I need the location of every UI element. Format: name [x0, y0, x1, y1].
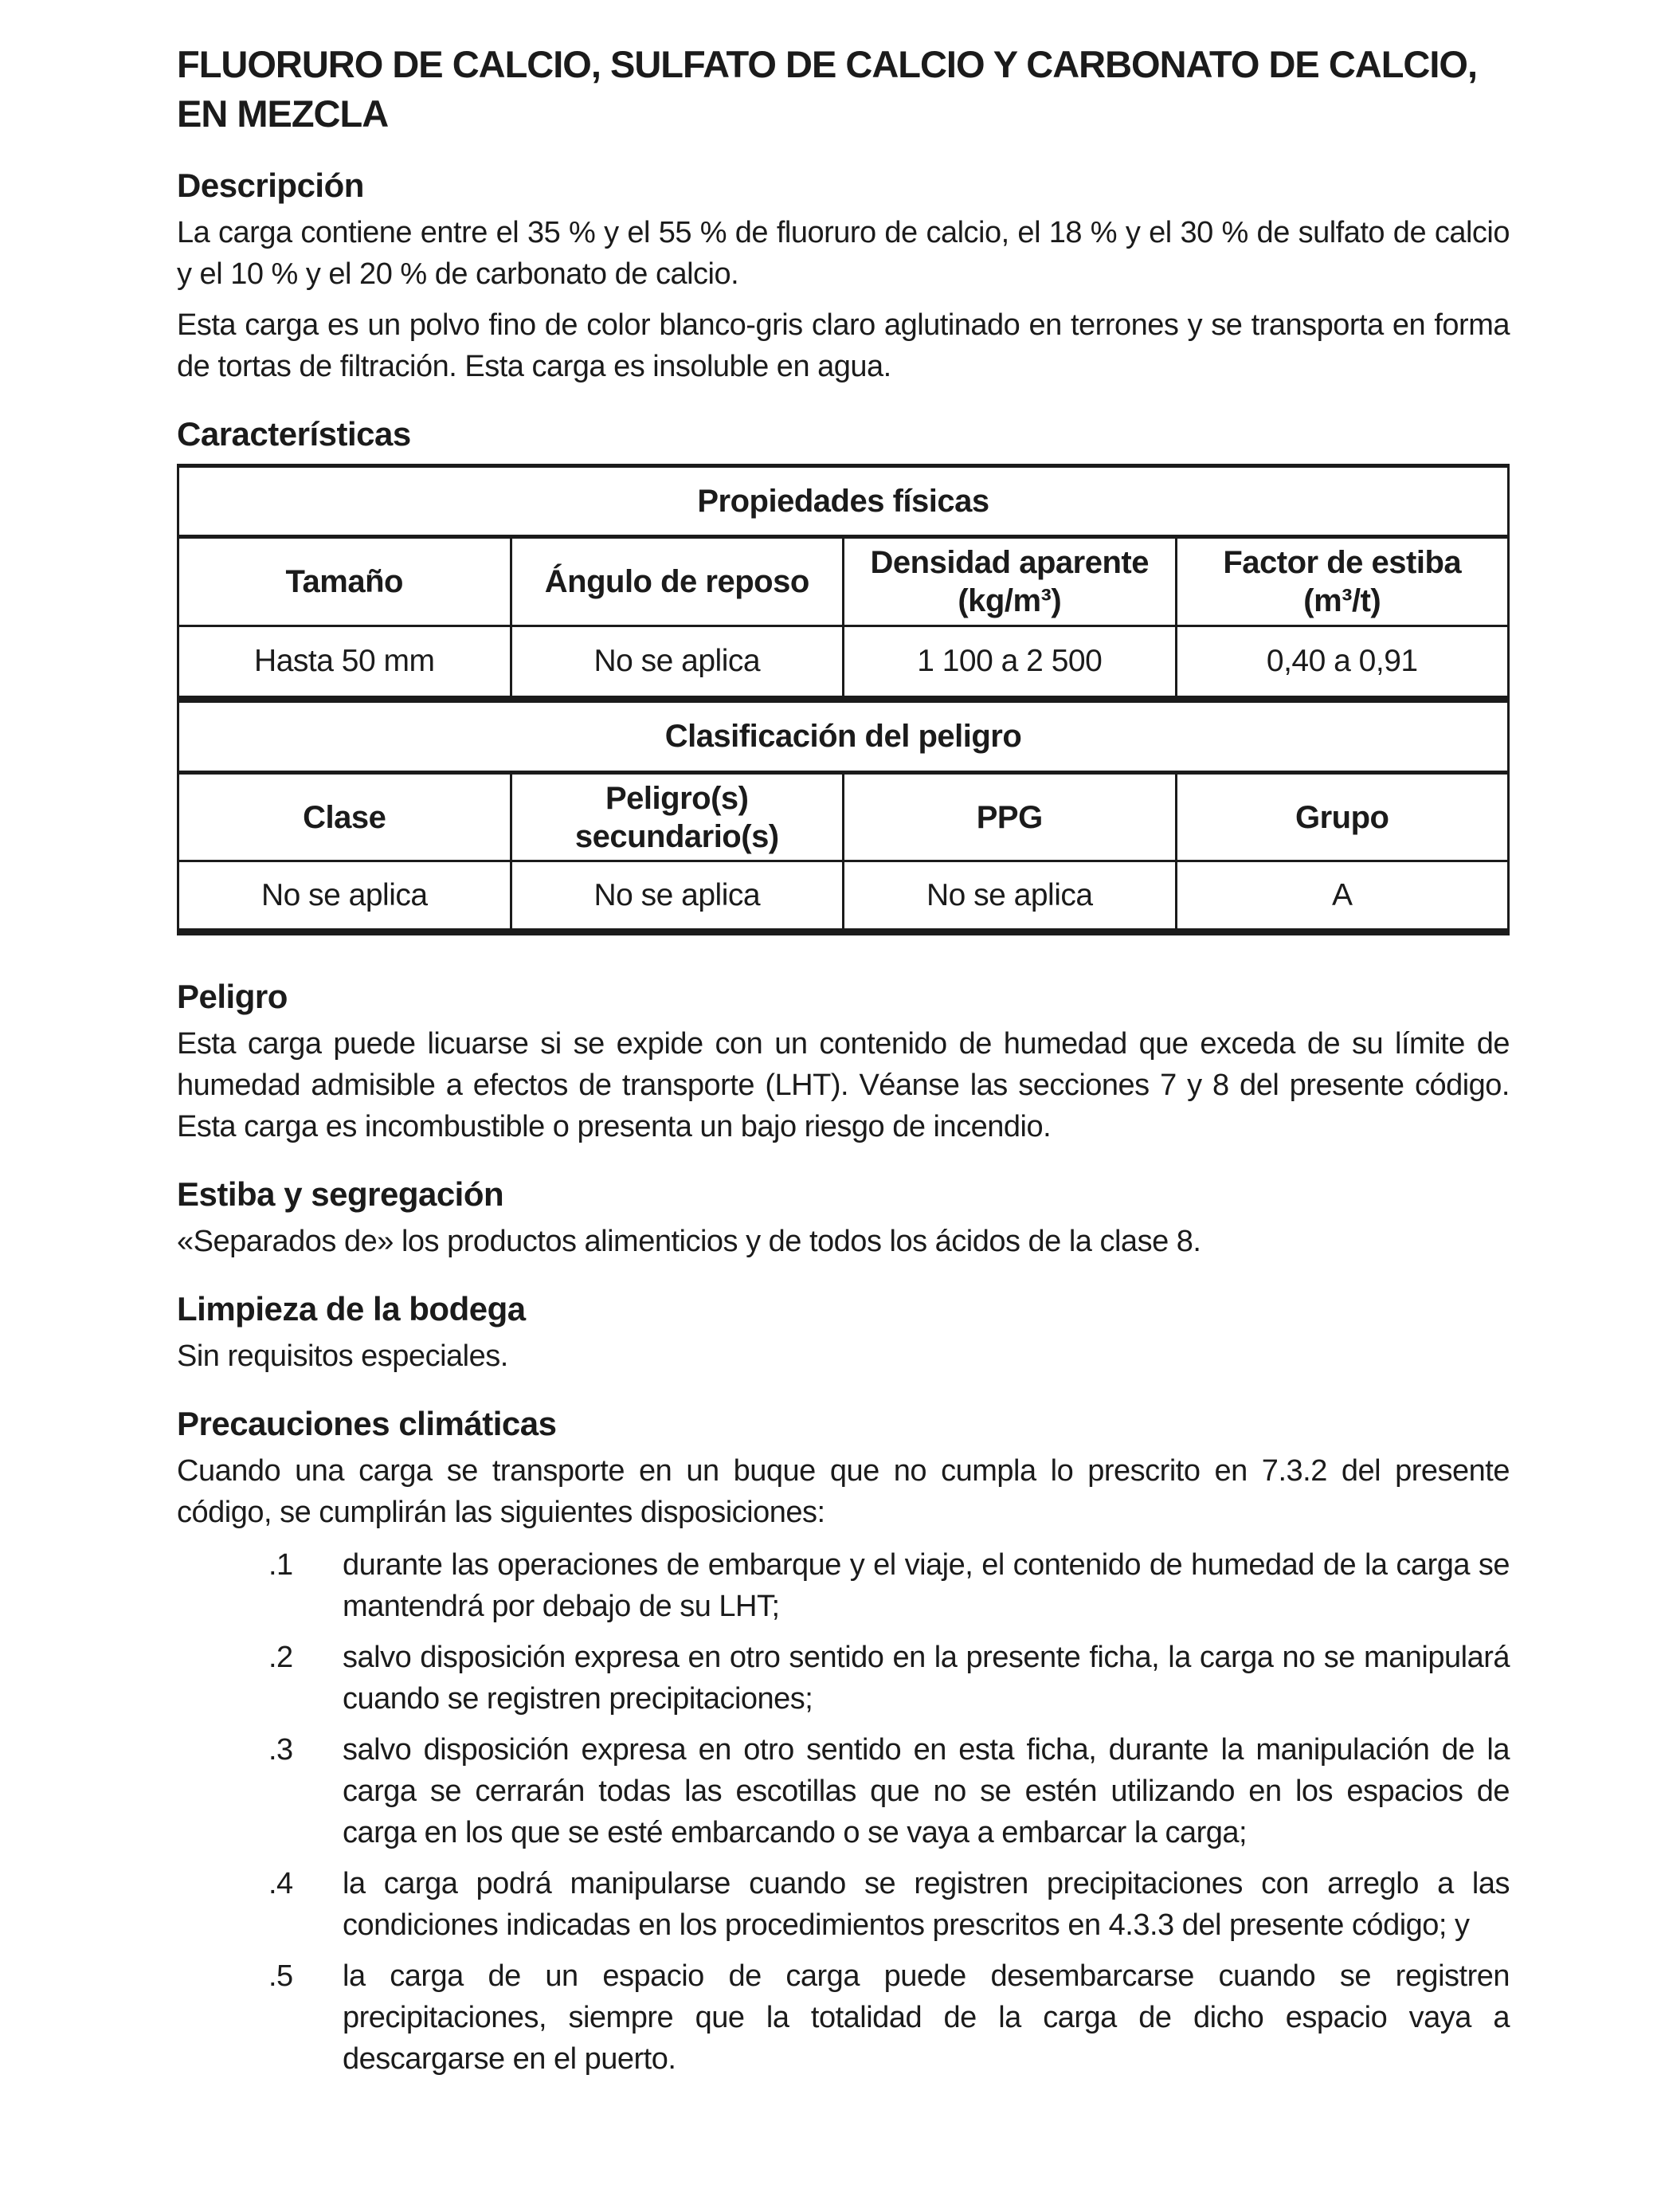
page-content	[177, 40, 1510, 2080]
column-header-line: Ángulo de reposo	[544, 564, 809, 599]
section-heading-estiba: Estiba y segregación	[177, 1175, 504, 1213]
list-item-number: .2	[268, 1641, 293, 1674]
estiba-paragraph: «Separados de» los productos alimenticios y de todos los ácidos de la clase 8.	[177, 1225, 1201, 1258]
cell-factor-value: 0,40 a 0,91	[1176, 626, 1509, 700]
list-item-5	[177, 1955, 1510, 2080]
cell-grupo-value: A	[1176, 861, 1509, 932]
column-header-densidad-aparente	[844, 537, 1177, 626]
list-item-3	[177, 1729, 1510, 1853]
list-item-1	[177, 1544, 1510, 1627]
column-header-line: Grupo	[1295, 799, 1389, 835]
page-title-line2: EN MEZCLA	[177, 92, 389, 135]
list-item-text: salvo disposición expresa en otro sentido en esta ficha, durante la manipulación de la carga se cerrarán todas las escotillas que no se estén utilizando en los espacios de carga en los que se esté embarcando o se vaya a embarcar la carga;	[343, 1733, 1510, 1849]
list-item-number: .4	[268, 1867, 293, 1900]
list-item-2	[177, 1637, 1510, 1720]
table-header-row-fisicas	[178, 537, 1509, 626]
precauciones-intro: Cuando una carga se transporte en un buque que no cumpla lo prescrito en 7.3.2 del presente código, se cumplirán las siguientes disposiciones:	[177, 1454, 1510, 1529]
list-item-number: .3	[268, 1733, 293, 1767]
column-header-ppg	[844, 773, 1177, 861]
column-header-line: (m³/t)	[1303, 583, 1381, 618]
cell-densidad-value: 1 100 a 2 500	[844, 626, 1177, 700]
table-header-row-clasificacion	[178, 773, 1509, 861]
page-title-line1: FLUORURO DE CALCIO, SULFATO DE CALCIO Y CARBONATO DE CALCIO,	[177, 43, 1478, 85]
column-header-line: Densidad aparente	[870, 545, 1149, 580]
table-band-propiedades-fisicas	[178, 466, 1509, 537]
list-item-number: .1	[268, 1548, 293, 1582]
cell-peligros-value: No se aplica	[511, 861, 844, 932]
section-heading-caracteristicas: Características	[177, 415, 411, 453]
table-band-clasificacion-peligro	[178, 700, 1509, 773]
column-header-clase	[178, 773, 511, 861]
band-title-clasificacion-peligro: Clasificación del peligro	[178, 700, 1509, 773]
list-item-4	[177, 1863, 1510, 1946]
column-header-line: Factor de estiba	[1223, 545, 1462, 580]
table-data-row-clasificacion	[178, 861, 1509, 932]
section-heading-peligro: Peligro	[177, 978, 288, 1015]
column-header-peligros-secundarios	[511, 773, 844, 861]
column-header-tamano	[178, 537, 511, 626]
section-heading-descripcion: Descripción	[177, 167, 364, 204]
cell-tamano-value: Hasta 50 mm	[178, 626, 511, 700]
precauciones-list	[177, 1544, 1510, 2080]
section-heading-precauciones: Precauciones climáticas	[177, 1405, 557, 1442]
cell-clase-value: No se aplica	[178, 861, 511, 932]
list-item-text: salvo disposición expresa en otro sentido en la presente ficha, la carga no se manipulará cuando se registren precipitaciones;	[343, 1641, 1510, 1716]
list-item-number: .5	[268, 1959, 293, 1993]
table-data-row-fisicas	[178, 626, 1509, 700]
column-header-line: Peligro(s)	[605, 780, 749, 816]
column-header-line: secundario(s)	[574, 818, 779, 854]
column-header-grupo	[1176, 773, 1509, 861]
peligro-paragraph: Esta carga puede licuarse si se expide con un contenido de humedad que exceda de su límite de humedad admisible a efectos de transporte (LHT). Véanse las secciones 7 y 8 del presente código. Esta carga es incombustible o presenta un bajo riesgo de incendio.	[177, 1027, 1510, 1143]
section-heading-limpieza: Limpieza de la bodega	[177, 1290, 526, 1328]
list-item-text: durante las operaciones de embarque y el viaje, el contenido de humedad de la carga se mantendrá por debajo de su LHT;	[343, 1548, 1510, 1623]
descripcion-paragraph-1: La carga contiene entre el 35 % y el 55 % de fluoruro de calcio, el 18 % y el 30 % de sulfato de calcio y el 10 % y el 20 % de carbonato de calcio.	[177, 216, 1510, 291]
descripcion-paragraph-2: Esta carga es un polvo fino de color blanco-gris claro aglutinado en terrones y se transporta en forma de tortas de filtración. Esta carga es insoluble en agua.	[177, 308, 1510, 383]
list-item-text: la carga de un espacio de carga puede desembarcarse cuando se registren precipitaciones, siempre que la totalidad de la carga de dicho espacio vaya a descargarse en el puerto.	[343, 1959, 1510, 2076]
cell-angulo-value: No se aplica	[511, 626, 844, 700]
column-header-line: Clase	[303, 799, 386, 835]
list-item-text: la carga podrá manipularse cuando se registren precipitaciones con arreglo a las condiciones indicadas en los procedimientos prescritos en 4.3.3 del presente código; y	[343, 1867, 1510, 1942]
column-header-angulo-de-reposo	[511, 537, 844, 626]
limpieza-paragraph: Sin requisitos especiales.	[177, 1339, 508, 1373]
column-header-line: (kg/m³)	[958, 583, 1062, 618]
characteristics-table	[177, 464, 1510, 935]
column-header-line: PPG	[976, 799, 1043, 835]
column-header-line: Tamaño	[285, 564, 403, 599]
column-header-factor-de-estiba	[1176, 537, 1509, 626]
band-title-propiedades-fisicas: Propiedades físicas	[178, 466, 1509, 537]
cell-ppg-value: No se aplica	[844, 861, 1177, 932]
page-title	[177, 40, 1510, 139]
